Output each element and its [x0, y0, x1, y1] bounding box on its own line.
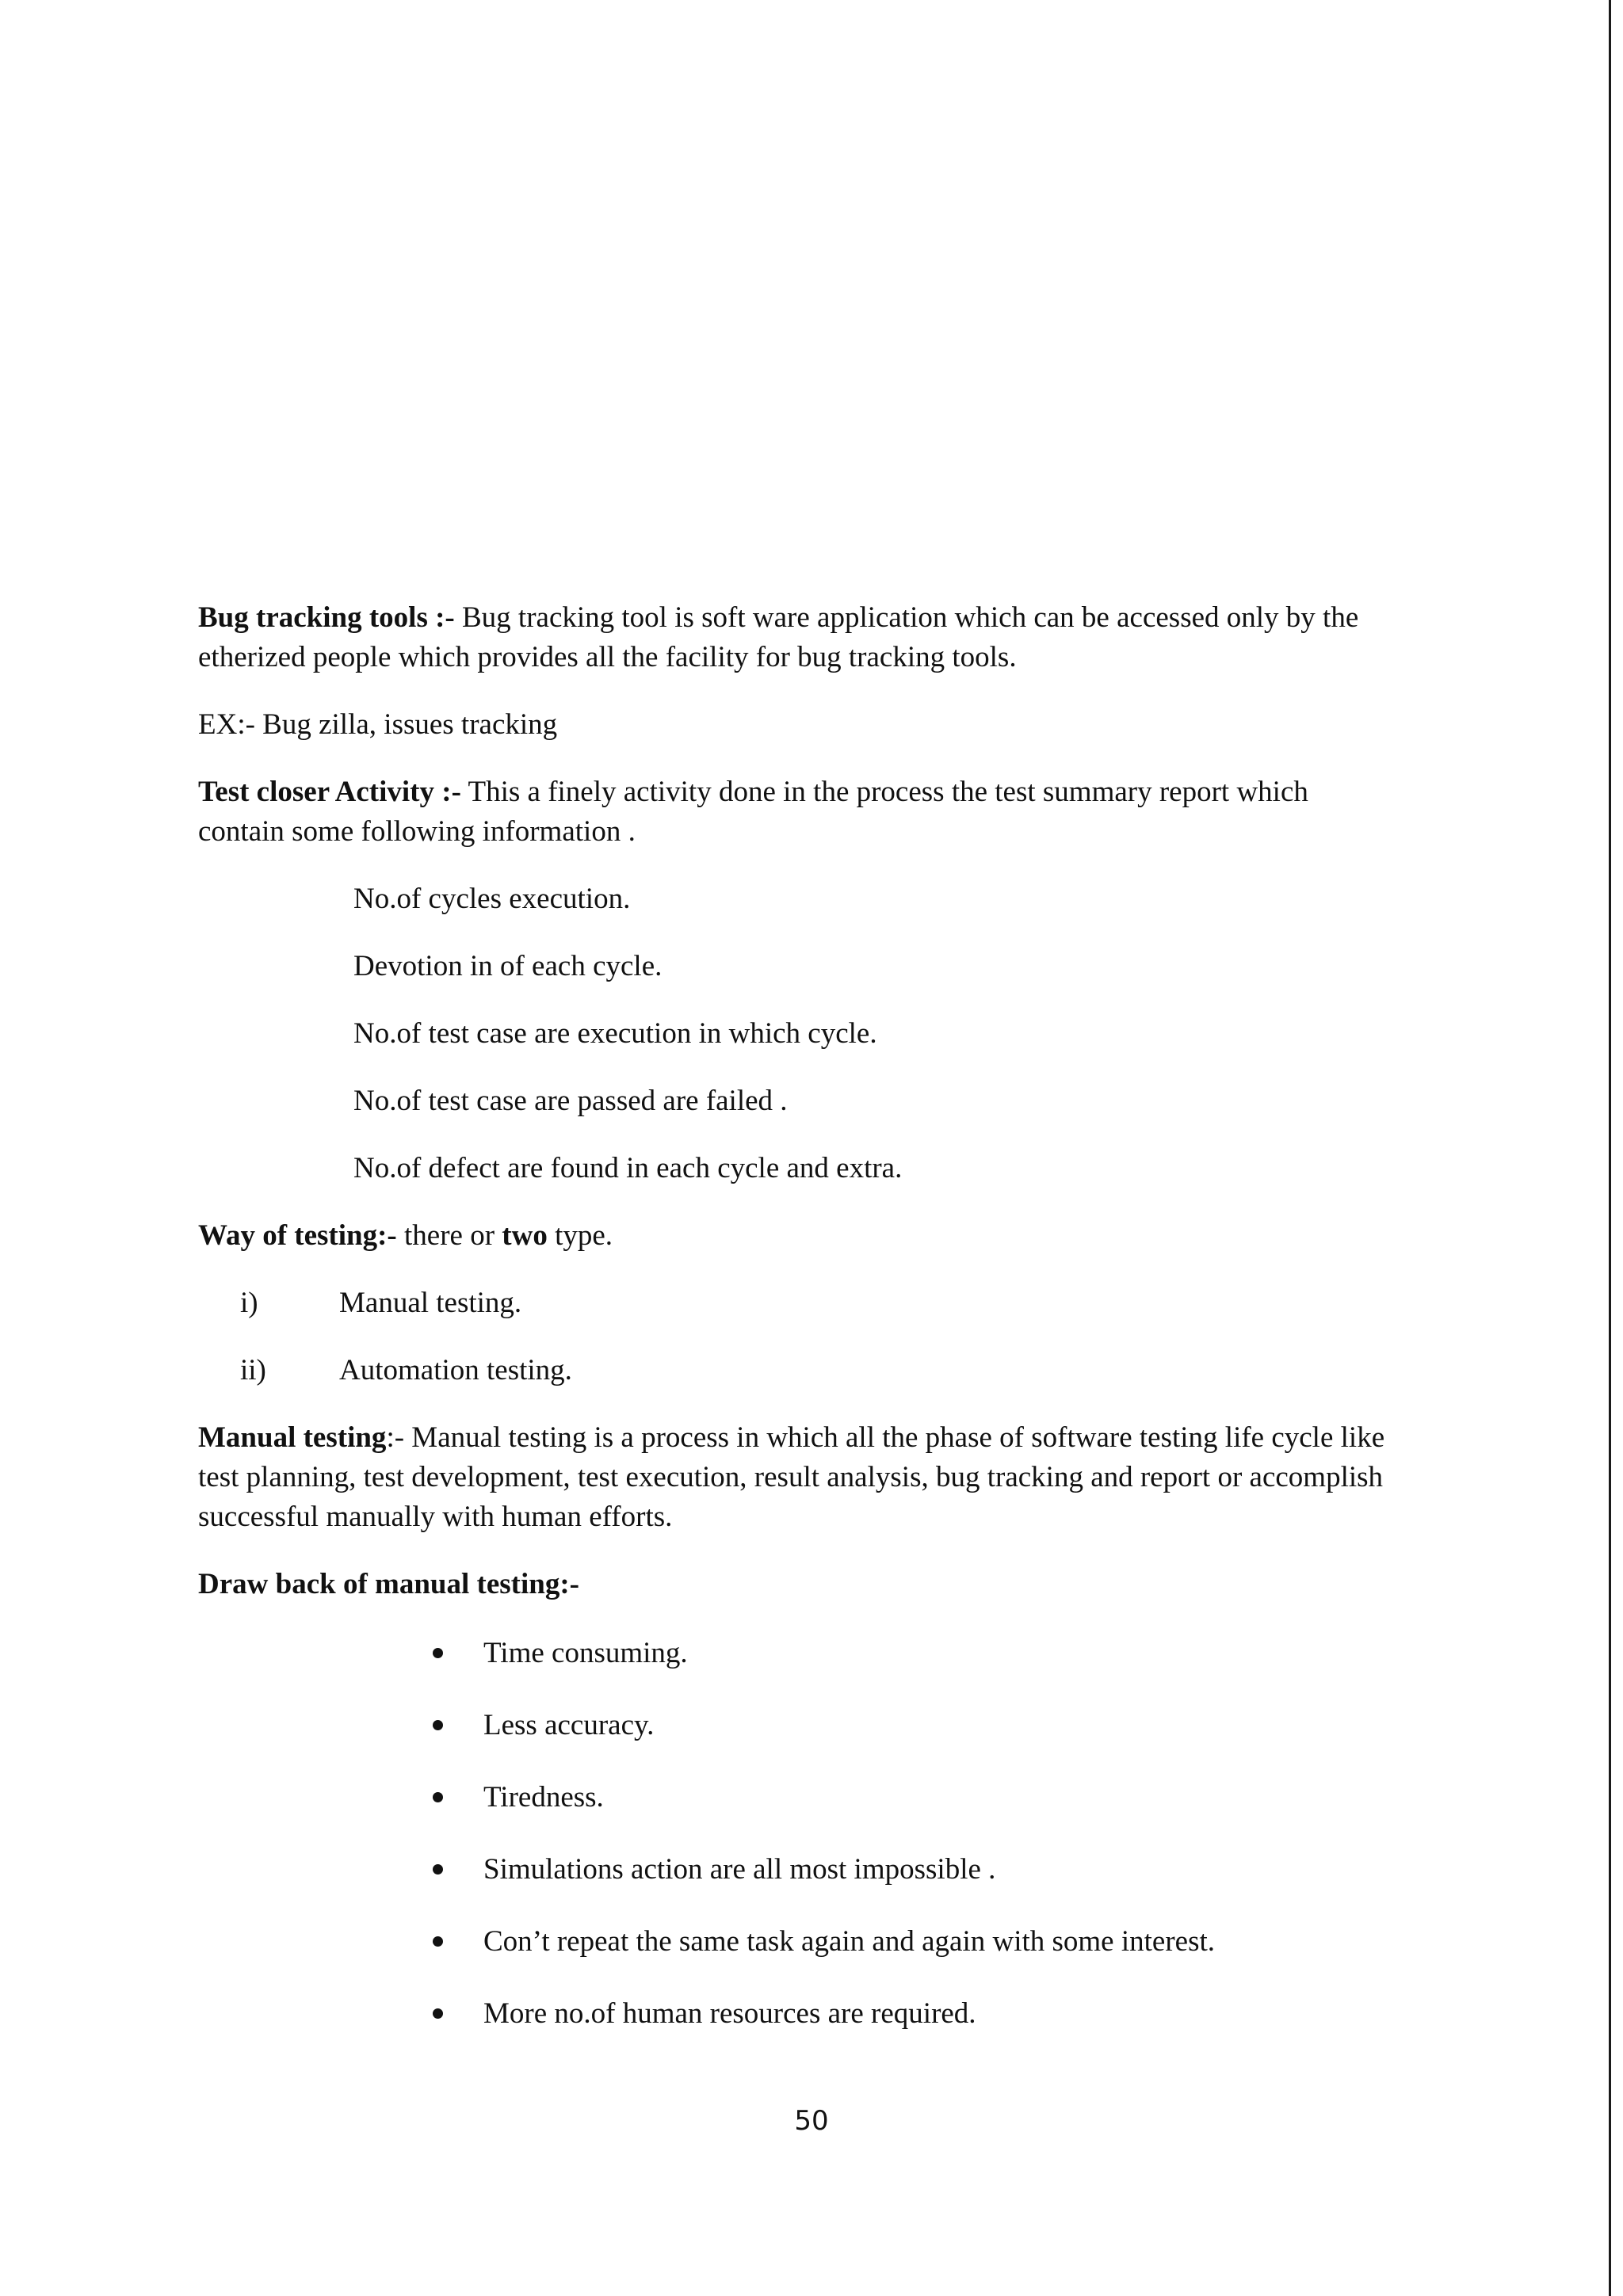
way-of-testing-line [198, 1216, 613, 1256]
bug-tracking-example: EX:- Bug zilla, issues tracking [198, 708, 558, 741]
test-closer-item: No.of test case are passed are failed . [353, 1085, 788, 1117]
way-of-testing-text: there or [396, 1219, 502, 1252]
test-closer-item: Devotion in of each cycle. [353, 950, 663, 982]
test-closer-paragraph-line-1 [198, 772, 1308, 812]
test-closer-item: No.of cycles execution. [353, 883, 631, 915]
list-item: Manual testing. [339, 1287, 522, 1319]
manual-testing-paragraph-line-2: test planning, test development, test execution, result analysis, bug tracking and report or accomplish [198, 1461, 1384, 1493]
way-of-testing-text-end: type. [547, 1219, 613, 1252]
way-of-testing-heading: Way of testing:- [198, 1219, 397, 1252]
page-number: 50 [794, 2105, 829, 2137]
bullet-icon [433, 1864, 443, 1875]
manual-testing-text: :- Manual testing is a process in which all the phase of software testing life cycle like [386, 1421, 1385, 1454]
drawbacks-heading [198, 1565, 579, 1604]
bullet-icon [433, 1792, 443, 1802]
way-of-testing-bold-word: two [502, 1219, 548, 1252]
test-closer-heading: Test closer Activity :- [198, 776, 461, 808]
test-closer-item: No.of defect are found in each cycle and extra. [353, 1152, 903, 1184]
manual-testing-paragraph-line-1 [198, 1418, 1384, 1458]
test-closer-text: This a finely activity done in the process the test summary report which [460, 776, 1308, 808]
manual-testing-paragraph-line-3: successful manually with human efforts. [198, 1501, 673, 1533]
bug-tracking-paragraph-line-2: etherized people which provides all the facility for bug tracking tools. [198, 641, 1017, 673]
drawback-item: Simulations action are all most impossible . [483, 1853, 996, 1886]
list-numeral: i) [240, 1287, 258, 1319]
list-numeral: ii) [240, 1354, 266, 1386]
bullet-icon [433, 1648, 443, 1658]
bug-tracking-heading: Bug tracking tools :- [198, 601, 455, 634]
manual-testing-heading: Manual testing [198, 1421, 387, 1454]
drawback-item: More no.of human resources are required. [483, 1997, 976, 2030]
bullet-icon [433, 1720, 443, 1730]
drawback-item: Less accuracy. [483, 1709, 655, 1741]
bug-tracking-text: Bug tracking tool is soft ware application which can be accessed only by the [454, 601, 1359, 634]
bullet-icon [433, 2008, 443, 2019]
bullet-icon [433, 1936, 443, 1947]
list-item: Automation testing. [339, 1354, 572, 1386]
drawback-item: Con’t repeat the same task again and again with some interest. [483, 1925, 1216, 1958]
drawback-item: Time consuming. [483, 1637, 688, 1669]
drawback-item: Tiredness. [483, 1781, 604, 1814]
bug-tracking-paragraph-line-1 [198, 598, 1358, 638]
test-closer-item: No.of test case are execution in which cycle. [353, 1017, 877, 1050]
drawbacks-heading-text: Draw back of manual testing:- [198, 1568, 579, 1600]
page-border-line [1609, 0, 1611, 2296]
test-closer-paragraph-line-2: contain some following information . [198, 815, 636, 848]
